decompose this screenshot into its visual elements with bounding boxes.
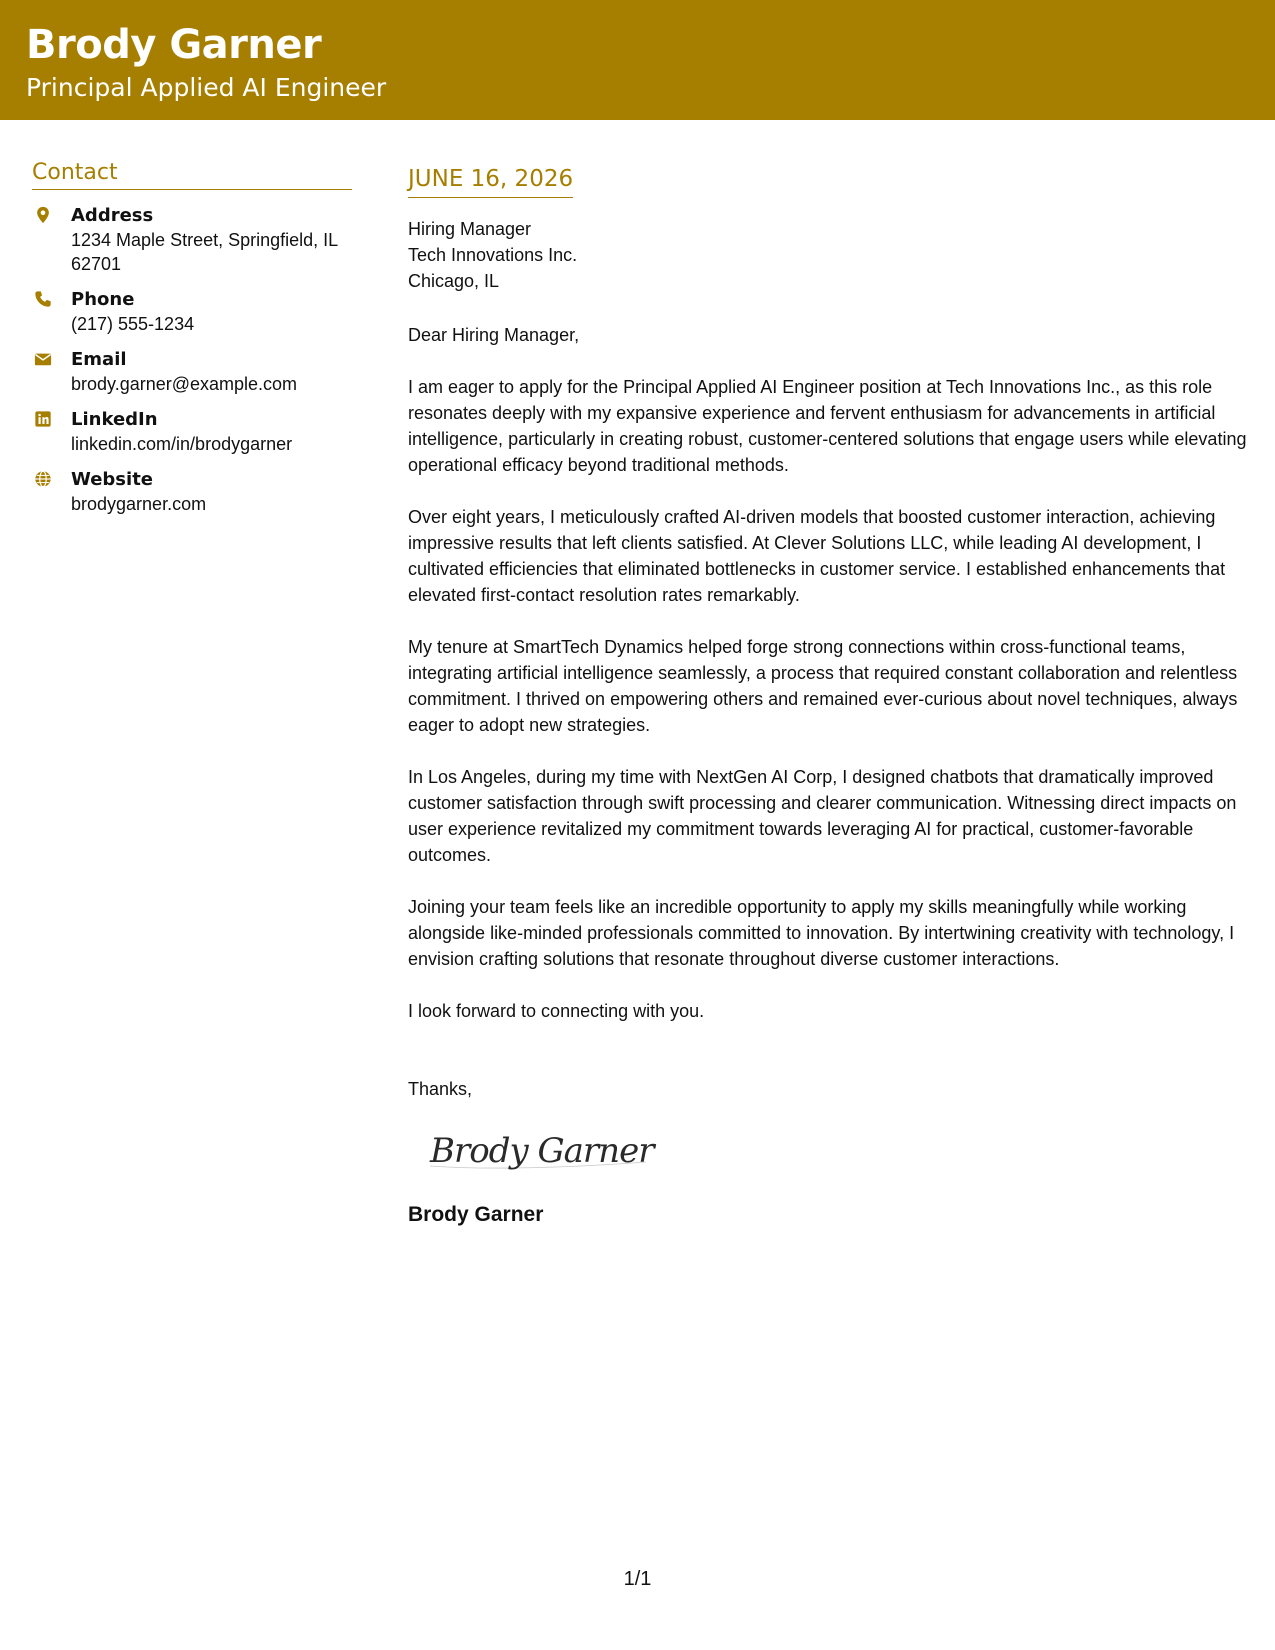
linkedin-label: LinkedIn (71, 409, 158, 430)
contact-email (32, 348, 352, 396)
contact-website (32, 468, 352, 516)
recipient-line: Tech Innovations Inc. (408, 245, 578, 265)
closing: Thanks, (408, 1079, 473, 1099)
email-value: brody.garner@example.com (71, 374, 298, 394)
applicant-role: Principal Applied AI Engineer (26, 73, 387, 102)
header-banner (0, 0, 1275, 120)
paragraph: I look forward to connecting with you. (408, 1001, 705, 1021)
address-label: Address (71, 205, 154, 226)
recipient-line: Hiring Manager (408, 219, 532, 239)
phone-label: Phone (71, 289, 135, 310)
contact-address (32, 204, 352, 276)
greeting: Dear Hiring Manager, (408, 325, 580, 345)
website-label: Website (71, 469, 154, 490)
map-pin-icon (34, 206, 52, 224)
contact-sidebar (32, 160, 352, 528)
phone-value: (217) 555-1234 (71, 314, 195, 334)
signer-name: Brody Garner (408, 1203, 544, 1226)
linkedin-value: linkedin.com/in/brodygarner (71, 434, 293, 454)
globe-icon (34, 470, 52, 488)
paragraph: In Los Angeles, during my time with NextGen AI Corp, I designed chatbots that dramatically improved customer satisfaction through swift processing and clearer communication. Witnessing direct impacts on user experience revitalized my commitment towards leveraging AI for practical, customer-favorable outcomes. (408, 767, 1237, 865)
contact-phone (32, 288, 352, 336)
envelope-icon (34, 350, 52, 368)
svg-text:Brody Garner: Brody Garner (430, 1131, 654, 1171)
paragraph: I am eager to apply for the Principal Applied AI Engineer position at Tech Innovations Inc., as this role resonates deeply with my expansive experience and fervent enthusiasm for advancements in artificial intelligence, particularly in creating robust, customer-centered solutions that engage users while elevating operational efficacy beyond traditional methods. (408, 377, 1247, 475)
letter-body (408, 166, 1253, 1229)
address-value: 1234 Maple Street, Springfield, IL 62701 (71, 230, 338, 274)
letter-date: JUNE 16, 2026 (408, 166, 573, 198)
paragraph: Joining your team feels like an incredible opportunity to apply my skills meaningfully while working alongside like-minded professionals committed to innovation. By intertwining creativity with technology, I envision crafting solutions that resonate throughout diverse customer interactions. (408, 897, 1235, 969)
applicant-name: Brody Garner (26, 22, 322, 68)
phone-icon (34, 290, 52, 308)
contact-list (32, 204, 352, 516)
contact-heading: Contact (32, 160, 352, 190)
paragraph: My tenure at SmartTech Dynamics helped forge strong connections within cross-functional teams, integrating artificial intelligence seamlessly, a process that required constant collaboration and relentless commitment. I thrived on empowering others and remained ever-curious about novel techniques, always eager to adopt new strategies. (408, 637, 1238, 735)
email-label: Email (71, 349, 127, 370)
page-number: 1/1 (623, 1568, 652, 1590)
website-value: brodygarner.com (71, 494, 207, 514)
handwritten-signature (426, 1122, 666, 1182)
linkedin-icon (34, 410, 52, 428)
contact-linkedin (32, 408, 352, 456)
paragraph: Over eight years, I meticulously crafted AI-driven models that boosted customer interaction, achieving impressive results that left clients satisfied. At Clever Solutions LLC, while leading AI development, I cultivated efficiencies that eliminated bottlenecks in customer service. I established enhancements that elevated first-contact resolution rates remarkably. (408, 507, 1226, 605)
recipient-line: Chicago, IL (408, 271, 500, 291)
recipient-block (408, 216, 1253, 294)
